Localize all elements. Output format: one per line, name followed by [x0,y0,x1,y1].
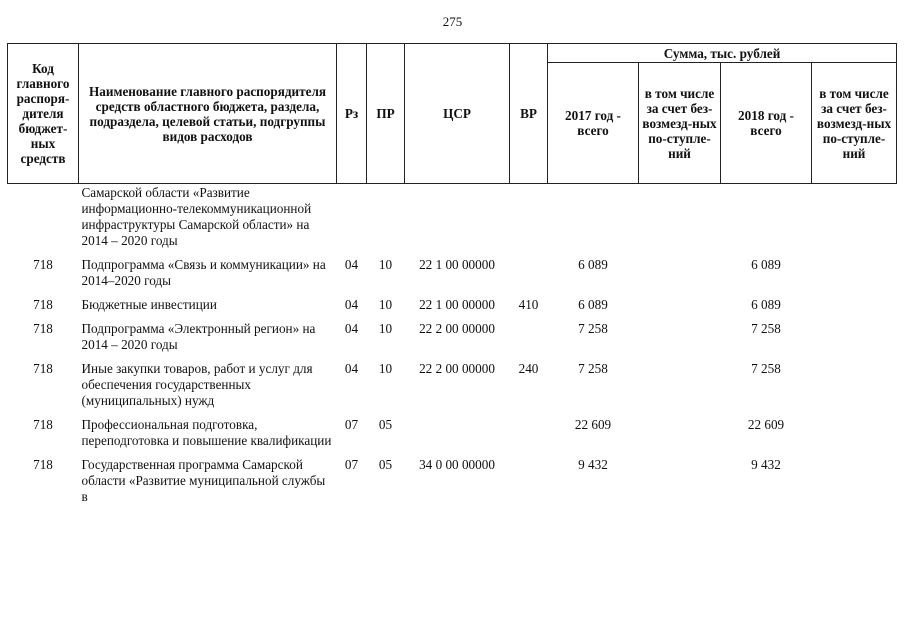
cell-vr [510,321,548,361]
cell-pr: 05 [378,417,393,432]
cell-rz: 04 [344,361,359,376]
cell-csr: 22 1 00 00000 [419,257,495,272]
header-csr: ЦСР [405,44,510,184]
table-row [8,257,897,297]
cell-csr: 22 2 00 00000 [419,321,495,336]
cell-sum-2017: 9 432 [578,457,608,472]
cell-rz: 07 [344,417,359,432]
cell-name: Профессиональная подготовка, переподготовка и повышение квалификации [81,417,332,448]
cell-vr [510,417,548,457]
cell-sum-2017: 7 258 [578,321,608,336]
cell-sum-2018: 7 258 [751,361,781,376]
table-row [8,417,897,457]
header-rz: Рз [337,44,367,184]
cell-free-2018 [812,184,897,258]
cell-name: Подпрограмма «Связь и коммуникации» на 2014–2020 годы [81,257,326,288]
header-code: Код главного распоря-дителя бюджет-ных средств [8,44,79,184]
cell-rz: 07 [344,457,359,472]
cell-code: 718 [33,257,53,272]
header-2017-free: в том числе за счет без-возмезд-ных по-ступле-ний [639,63,721,184]
header-pr: ПР [367,44,405,184]
cell-csr [405,184,510,258]
cell-vr: 240 [518,361,539,376]
cell-sum-2017: 22 609 [574,417,612,432]
cell-code: 718 [33,361,53,376]
cell-free-2018 [812,457,897,513]
cell-rz: 04 [344,297,359,312]
cell-free-2017 [639,361,721,417]
cell-code: 718 [33,457,53,472]
table-row [8,361,897,417]
header-2018-free: в том числе за счет без-возмезд-ных по-ступле-ний [812,63,897,184]
table-row [8,184,897,258]
cell-code: 718 [33,417,53,432]
cell-csr: 22 2 00 00000 [419,361,495,376]
table-row [8,297,897,321]
header-2018-total: 2018 год - всего [721,63,812,184]
cell-code: 718 [33,321,53,336]
table-row [8,457,897,513]
cell-name: Подпрограмма «Электронный регион» на 2014 – 2020 годы [81,321,316,352]
cell-pr [367,184,405,258]
cell-csr: 34 0 00 00000 [419,457,495,472]
cell-name: Иные закупки товаров, работ и услуг для обеспечения государственных (муниципальных) нужд [81,361,313,408]
cell-free-2018 [812,321,897,361]
cell-free-2017 [639,457,721,513]
header-vr: ВР [510,44,548,184]
cell-free-2017 [639,417,721,457]
cell-sum-2018: 7 258 [751,321,781,336]
cell-free-2018 [812,361,897,417]
cell-pr: 05 [378,457,393,472]
table-row [8,321,897,361]
cell-sum-2018: 9 432 [751,457,781,472]
cell-free-2017 [639,184,721,258]
cell-rz: 04 [344,321,359,336]
cell-pr: 10 [378,257,393,272]
cell-sum-2017: 6 089 [578,257,608,272]
cell-free-2017 [639,321,721,361]
table-body [8,184,897,514]
cell-free-2018 [812,297,897,321]
cell-vr [510,257,548,297]
cell-vr [510,184,548,258]
cell-sum-2018: 6 089 [751,257,781,272]
header-name: Наименование главного распорядителя средств областного бюджета, раздела, подраздела, целевой статьи, подгруппы видов расходов [79,44,337,184]
cell-sum-2018: 6 089 [751,297,781,312]
cell-csr: 22 1 00 00000 [419,297,495,312]
cell-name: Самарской области «Развитие информационно-телекоммуникационной инфраструктуры Самарской области» на 2014 – 2020 годы [81,185,312,248]
budget-table [7,43,897,513]
cell-sum-2017: 7 258 [578,361,608,376]
cell-rz: 04 [344,257,359,272]
cell-free-2017 [639,257,721,297]
cell-csr [405,417,510,457]
header-2017-total: 2017 год - всего [548,63,639,184]
cell-sum-2017 [548,184,639,258]
table-header [8,44,897,184]
cell-code [8,184,79,258]
cell-sum-2018 [721,184,812,258]
cell-free-2018 [812,417,897,457]
cell-pr: 10 [378,361,393,376]
cell-rz [337,184,367,258]
cell-vr [510,457,548,513]
cell-free-2018 [812,257,897,297]
cell-vr: 410 [518,297,539,312]
cell-pr: 10 [378,321,393,336]
cell-code: 718 [33,297,53,312]
cell-pr: 10 [378,297,393,312]
cell-free-2017 [639,297,721,321]
cell-name: Бюджетные инвестиции [81,297,217,312]
cell-sum-2018: 22 609 [747,417,785,432]
cell-name: Государственная программа Самарской области «Развитие муниципальной службы в [81,457,326,504]
header-sum-group: Сумма, тыс. рублей [548,44,897,63]
cell-sum-2017: 6 089 [578,297,608,312]
page-number: 275 [442,14,463,29]
